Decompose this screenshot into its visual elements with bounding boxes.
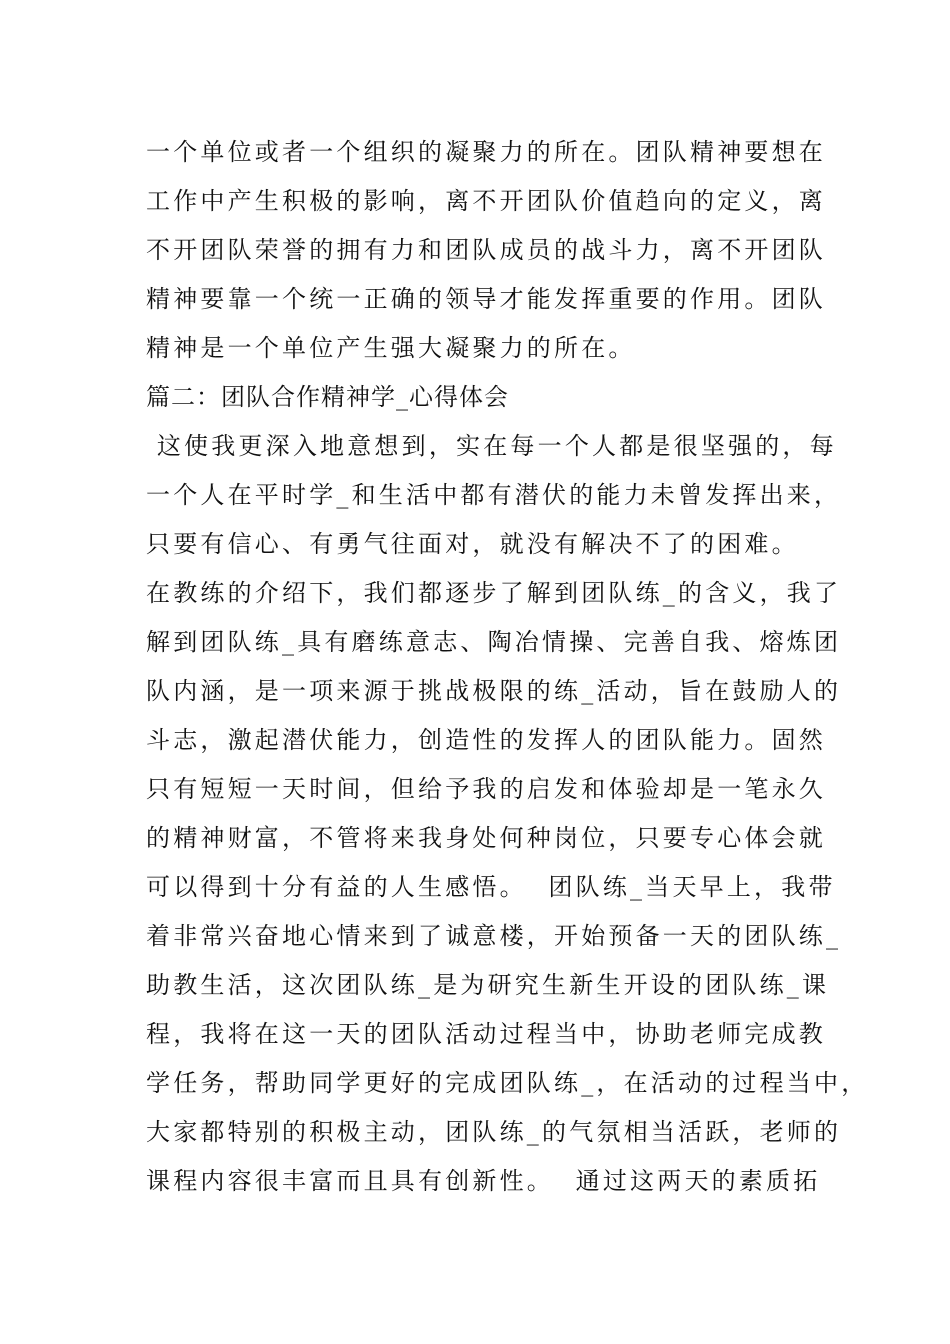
text-line: 一个单位或者一个组织的凝聚力的所在。团队精神要想在 [146, 138, 826, 166]
text-line: 学任务，帮助同学更好的完成团队练_，在活动的过程当中， [146, 1069, 869, 1097]
text-line: 的精神财富，不管将来我身处何种岗位，只要专心体会就 [146, 824, 826, 852]
text-line: 助教生活，这次团队练_是为研究生新生开设的团队练_课 [146, 971, 830, 999]
text-line: 一个人在平时学_和生活中都有潜伏的能力未曾发挥出来， [146, 481, 842, 509]
text-line: 不开团队荣誉的拥有力和团队成员的战斗力，离不开团队 [146, 236, 826, 264]
text-line: 只要有信心、有勇气往面对，就没有解决不了的困难。 [146, 530, 799, 558]
text-line: 着非常兴奋地心情来到了诚意楼，开始预备一天的团队练_ [146, 922, 842, 950]
text-line: 精神要靠一个统一正确的领导才能发挥重要的作用。团队 [146, 285, 826, 313]
text-line: 解到团队练_具有磨练意志、陶冶情操、完善自我、熔炼团 [146, 628, 842, 656]
text-line: 大家都特别的积极主动，团队练_的气氛相当活跃，老师的 [146, 1118, 842, 1146]
text-line: 工作中产生积极的影响，离不开团队价值趋向的定义，离 [146, 187, 826, 215]
text-line: 精神是一个单位产生强大凝聚力的所在。 [146, 334, 636, 362]
section-heading: 篇二：团队合作精神学_心得体会 [146, 383, 509, 411]
text-line: 可以得到十分有益的人生感悟。 团队练_当天早上，我带 [146, 873, 836, 901]
text-line: 队内涵，是一项来源于挑战极限的练_活动，旨在鼓励人的 [146, 677, 842, 705]
text-line: 斗志，激起潜伏能力，创造性的发挥人的团队能力。固然 [146, 726, 826, 754]
text-line: 在教练的介绍下，我们都逐步了解到团队练_的含义，我了 [146, 579, 842, 607]
text-line: 这使我更深入地意想到，实在每一个人都是很坚强的，每 [146, 432, 837, 460]
text-line: 课程内容很丰富而且具有创新性。 通过这两天的素质拓 [146, 1167, 821, 1195]
text-line: 程，我将在这一天的团队活动过程当中，协助老师完成教 [146, 1020, 826, 1048]
text-line: 只有短短一天时间，但给予我的启发和体验却是一笔永久 [146, 775, 826, 803]
document-body [146, 128, 869, 1206]
